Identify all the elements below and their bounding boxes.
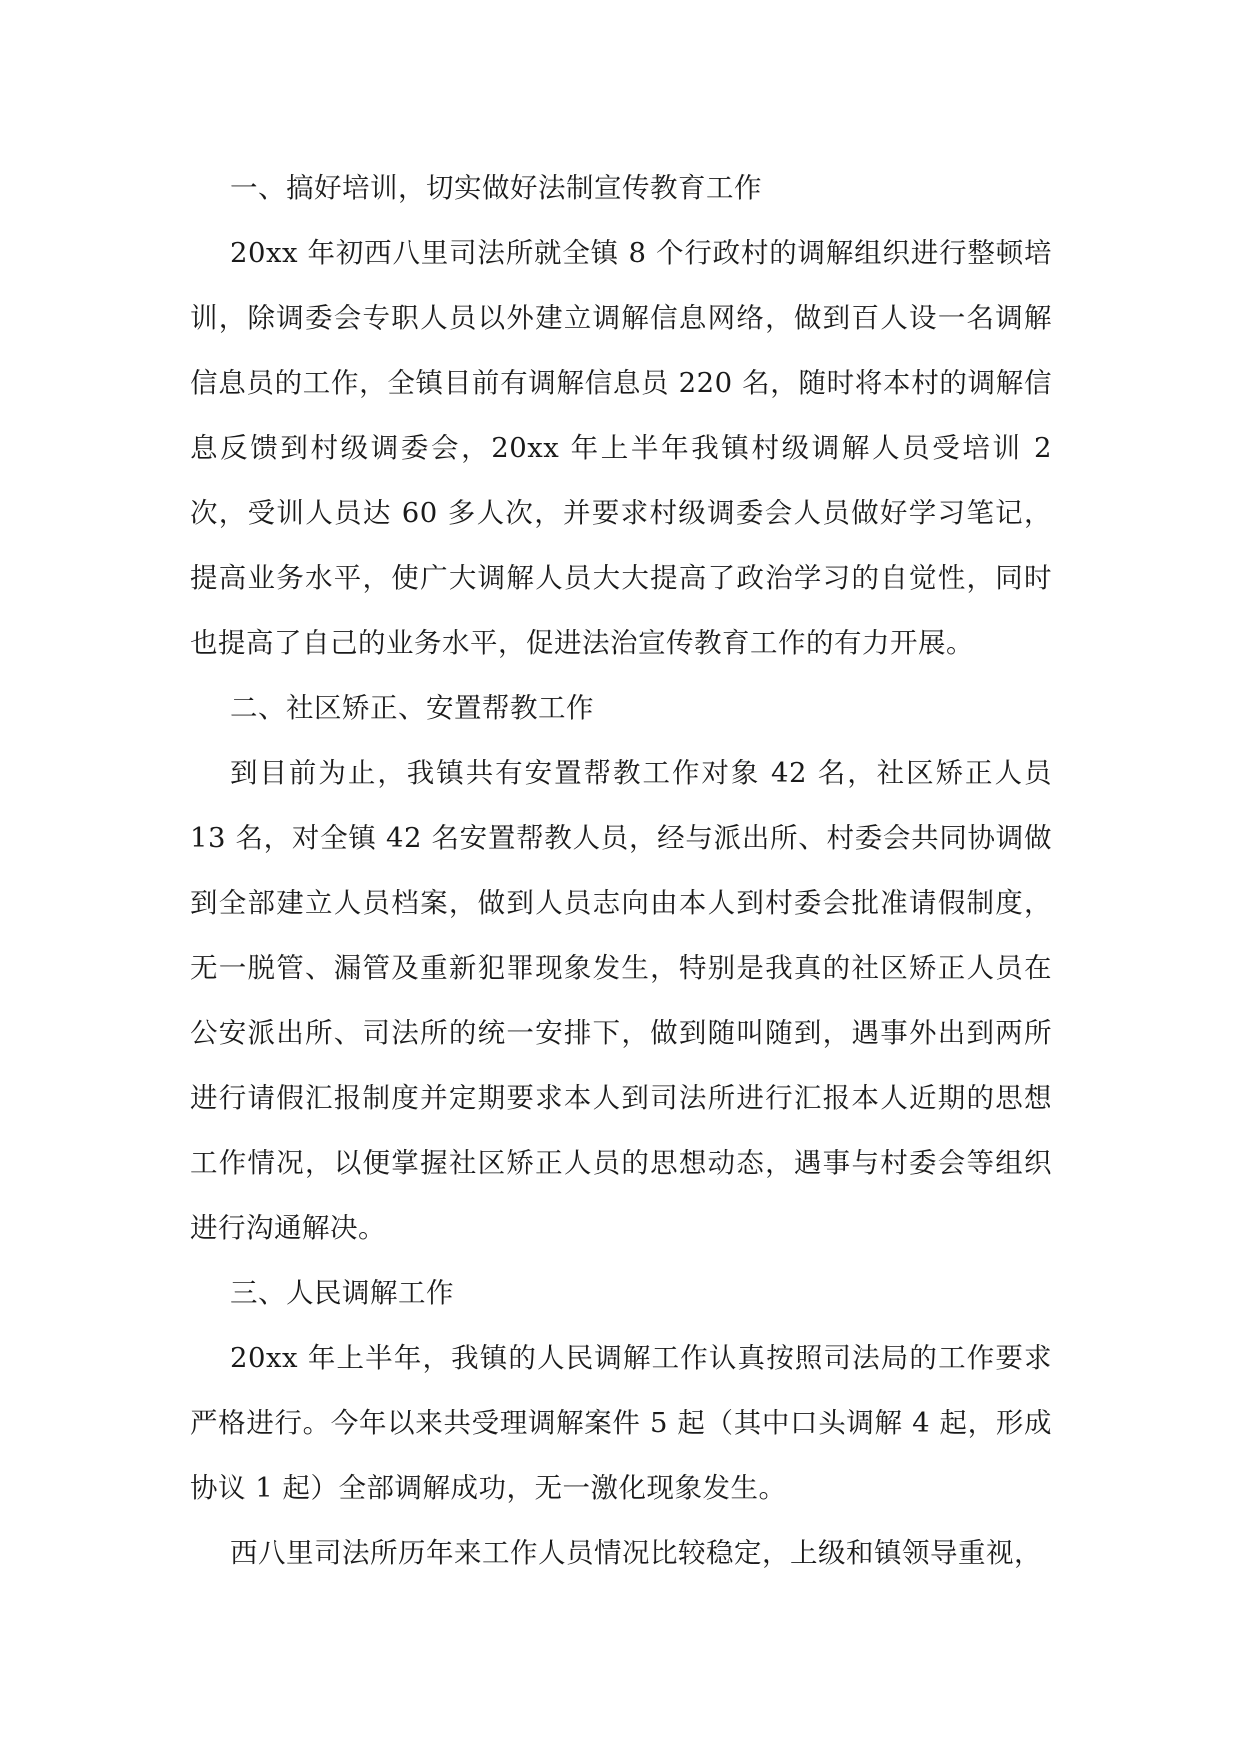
- section-heading-2: 二、社区矫正、安置帮教工作: [230, 692, 594, 724]
- section-heading-3: 三、人民调解工作: [230, 1277, 454, 1309]
- paragraph-training: 20xx 年初西八里司法所就全镇 8 个行政村的调解组织进行整顿培训，除调委会专职人员以外建立调解信息网络，做到百人设一名调解信息员的工作，全镇目前有调解信息员 220 名，随时将本村的调解信息反馈到村级调委会，20xx 年上半年我镇村级调解人员受培训 2 次，受训人员达 60 多人次，并要求村级调委会人员做好学习笔记，提高业务水平，使广大调解人员大大提高了政治学习的自觉性，同时也提高了自己的业务水平，促进法治宣传教育工作的有力开展。: [190, 237, 1052, 659]
- paragraph-community-correction: 到目前为止，我镇共有安置帮教工作对象 42 名，社区矫正人员 13 名，对全镇 42 名安置帮教人员，经与派出所、村委会共同协调做到全部建立人员档案，做到人员志向由本人到村委会批准请假制度，无一脱管、漏管及重新犯罪现象发生，特别是我真的社区矫正人员在公安派出所、司法所的统一安排下，做到随叫随到，遇事外出到两所进行请假汇报制度并定期要求本人到司法所进行汇报本人近期的思想工作情况，以便掌握社区矫正人员的思想动态，遇事与村委会等组织进行沟通解决。: [190, 757, 1052, 1244]
- section-heading-1: 一、搞好培训，切实做好法制宣传教育工作: [230, 172, 762, 204]
- document-body: [190, 156, 1052, 1586]
- paragraph-mediation: 20xx 年上半年，我镇的人民调解工作认真按照司法局的工作要求严格进行。今年以来共受理调解案件 5 起（其中口头调解 4 起，形成协议 1 起）全部调解成功，无一激化现象发生。: [190, 1342, 1052, 1504]
- paragraph-staffing: 西八里司法所历年来工作人员情况比较稳定，上级和镇领导重视，: [230, 1537, 1042, 1569]
